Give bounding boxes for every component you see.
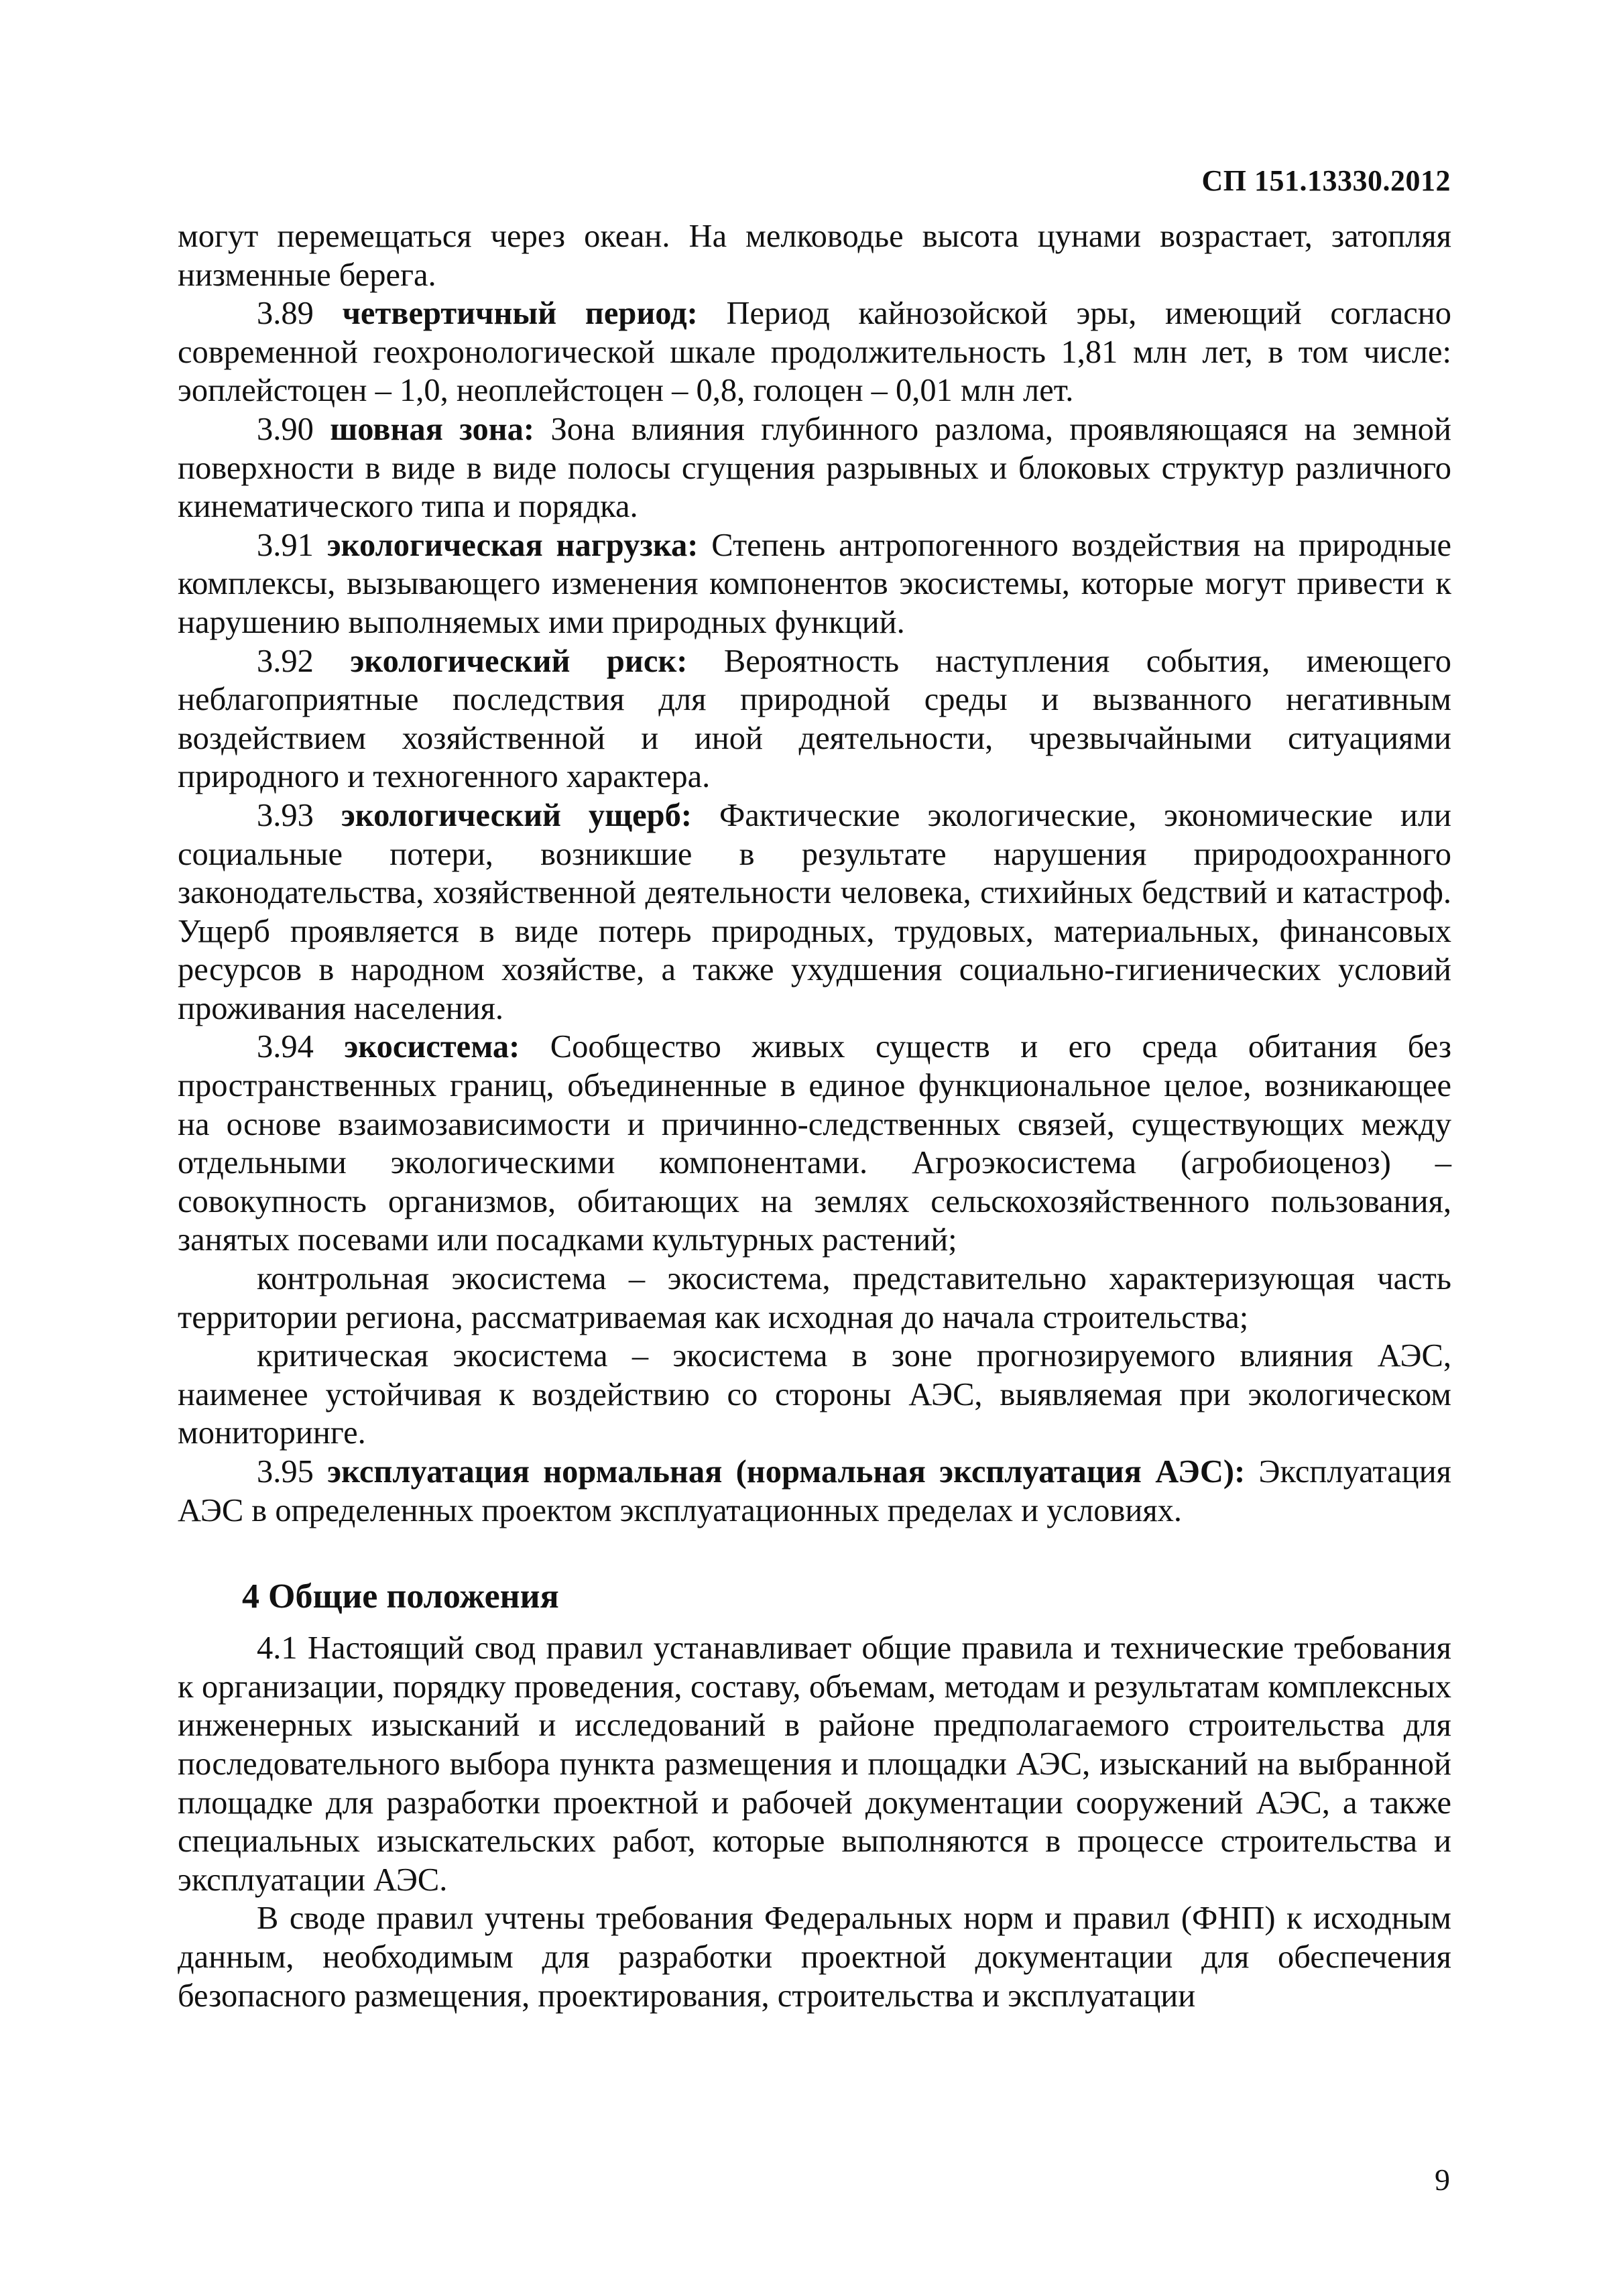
paragraph-text: критическая экосистема – экосистема в зоне прогнозируемого влияния АЭС, наименее устойчивая к воздействию со стороны АЭС, выявляемая при экологическом мониторинге. (178, 1338, 1451, 1451)
definition-text: Эксплуатация АЭС в определенных проектом эксплуатационных пределах и условиях. (178, 1454, 1451, 1528)
defined-term: экосистема: (344, 1029, 520, 1065)
clause-number: 3.95 (257, 1454, 328, 1490)
section-heading: 4 Общие положения (242, 1577, 559, 1616)
clause-number: 3.92 (257, 643, 351, 679)
document-code: СП 151.13330.2012 (1201, 164, 1451, 197)
definition-text: Период кайнозойской эры, имеющий согласно современной геохронологической шкале продолжительность 1,81 млн лет, в том числе: эоплейстоцен – 1,0, неоплейстоцен – 0,8, голоцен – 0,01 млн лет. (178, 296, 1451, 409)
defined-term: экологическая нагрузка: (326, 527, 699, 563)
clause-number: 3.90 (257, 411, 330, 447)
clause-number: 3.91 (257, 527, 327, 563)
paragraph-continuation (178, 217, 1451, 294)
section-4-paragraph-2 (178, 1899, 1451, 2015)
definition-text: Фактические экологические, экономические или социальные потери, возникшие в результате нарушения природоохранного законодательства, хозяйственной деятельности человека, стихийных бедствий и катастроф. Ущерб проявляется в виде потерь природных, трудовых, материальных, финансовых ресурсов в народном хозяйстве, а также ухудшения социально-гигиенических условий проживания населения. (178, 797, 1451, 1026)
definition-3-93 (178, 796, 1451, 1028)
clause-number: 3.93 (257, 797, 341, 833)
clause-number: 3.94 (257, 1029, 345, 1065)
section-4-paragraph-1 (178, 1629, 1451, 1899)
definition-text: Сообщество живых существ и его среда обитания без пространственных границ, объединенные в единое функциональное целое, возникающее на основе взаимозависимости и причинно-следственных связей, существующих между отдельными экологическими компонентами. Агроэкосистема (агробиоценоз) – совокупность организмов, обитающих на землях сельскохозяйственного пользования, занятых посевами или посадками культурных растений; (178, 1029, 1452, 1258)
clause-number: 3.89 (257, 296, 343, 332)
defined-term: эксплуатация нормальная (нормальная эксплуатация АЭС): (327, 1454, 1246, 1490)
definition-text: Степень антропогенного воздействия на природные комплексы, вызывающего изменения компонентов экосистемы, которые могут привести к нарушению выполняемых ими природных функций. (178, 527, 1452, 640)
page-body (178, 217, 1451, 2015)
subdefinition-control-ecosystem (178, 1260, 1451, 1337)
definition-3-89 (178, 294, 1451, 410)
paragraph-text: могут перемещаться через океан. На мелководье высота цунами возрастает, затопляя низменные берега. (178, 219, 1451, 293)
page-number: 9 (1435, 2163, 1450, 2197)
defined-term: шовная зона: (330, 411, 535, 447)
definition-text: Зона влияния глубинного разлома, проявляющаяся на земной поверхности в виде в виде полосы сгущения разрывных и блоковых структур различного кинематического типа и порядка. (178, 411, 1452, 525)
definition-3-91 (178, 526, 1451, 642)
defined-term: экологический риск: (350, 643, 688, 679)
paragraph-text: контрольная экосистема – экосистема, представительно характеризующая часть территории региона, рассматриваемая как исходная до начала строительства; (178, 1261, 1451, 1335)
definition-3-92 (178, 642, 1451, 796)
definition-3-90 (178, 410, 1451, 526)
paragraph-text: 4.1 Настоящий свод правил устанавливает общие правила и технические требования к организации, порядку проведения, составу, объемам, методам и результатам комплексных инженерных изысканий и исследований в районе предполагаемого строительства для последовательного выбора пункта размещения и площадки АЭС, изысканий на выбранной площадке для разработки проектной и рабочей документации сооружений АЭС, а также специальных изыскательских работ, которые выполняются в процессе строительства и эксплуатации АЭС. (178, 1630, 1451, 1898)
definition-text: Вероятность наступления события, имеющего неблагоприятные последствия для природной среды и вызванного негативным воздействием хозяйственной и иной деятельности, чрезвычайными ситуациями природного и техногенного характера. (178, 643, 1451, 795)
definition-3-94 (178, 1028, 1451, 1260)
subdefinition-critical-ecosystem (178, 1337, 1451, 1453)
defined-term: четвертичный период: (342, 296, 698, 332)
definition-3-95 (178, 1453, 1451, 1530)
paragraph-text: В своде правил учтены требования Федеральных норм и правил (ФНП) к исходным данным, необходимым для разработки проектной документации для обеспечения безопасного размещения, проектирования, строительства и эксплуатации (178, 1900, 1451, 2014)
defined-term: экологический ущерб: (341, 797, 693, 833)
